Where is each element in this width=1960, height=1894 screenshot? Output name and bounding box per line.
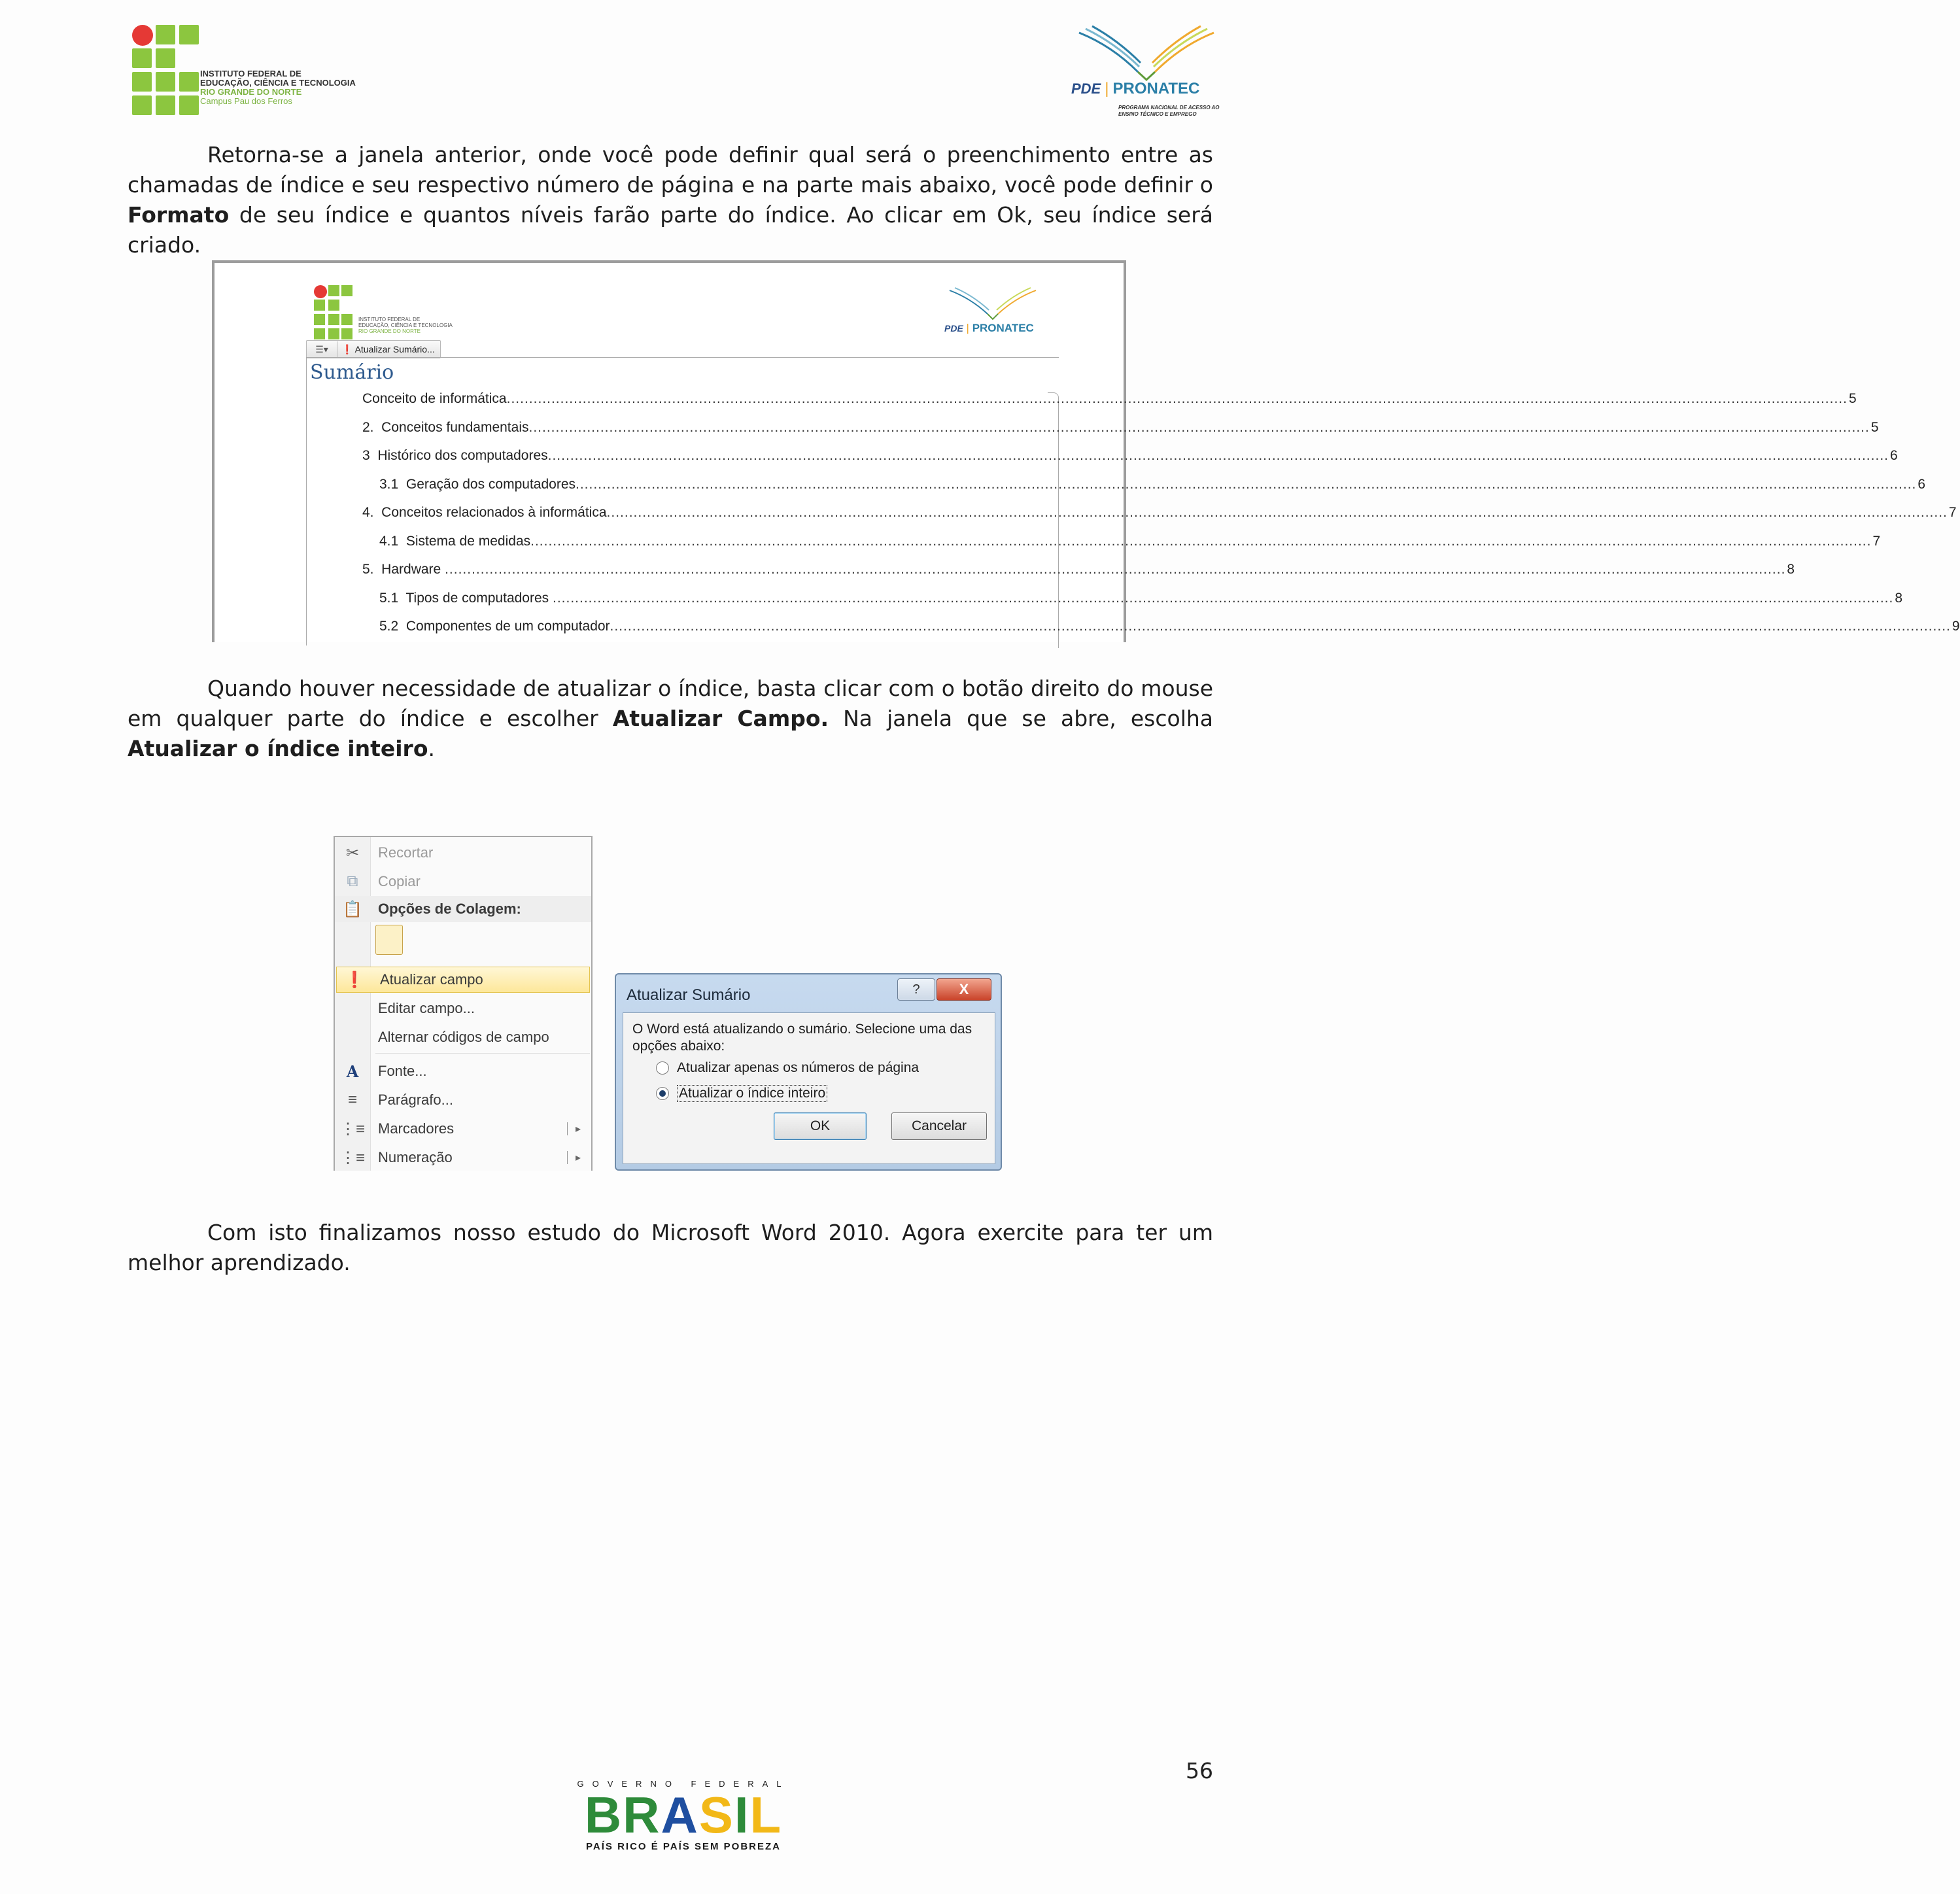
logo-square (132, 72, 152, 92)
pronatec-logo-label: PDE | PRONATEC (1071, 80, 1200, 97)
ifrn-logo-text (200, 69, 356, 106)
toc-entry[interactable] (379, 476, 1926, 492)
menu-label: Parágrafo... (378, 1092, 453, 1108)
mini-ifrn-line: INSTITUTO FEDERAL DE (358, 317, 421, 322)
mini-ifrn-line: RIO GRANDE DO NORTE (358, 328, 421, 334)
toc-entry[interactable] (362, 505, 1957, 521)
toc-entry-page: 8 (1787, 562, 1795, 577)
menu-item-bullets[interactable] (335, 1116, 591, 1142)
menu-separator (375, 1053, 590, 1054)
toc-entry-page: 7 (1872, 533, 1881, 549)
bold-text: Atualizar o índice inteiro (128, 736, 428, 761)
menu-item-update-field[interactable] (336, 967, 590, 993)
paragraph-3 (128, 1218, 1213, 1278)
brasil-wordmark: BRASIL (584, 1786, 783, 1844)
bold-text: Atualizar Campo. (612, 706, 829, 731)
radio-button[interactable] (656, 1061, 669, 1075)
toc-entry-text: 4.1 Sistema de medidas (379, 533, 531, 549)
ifrn-line: INSTITUTO FEDERAL DE (200, 69, 301, 78)
option-label: Atualizar o índice inteiro (677, 1085, 827, 1102)
dialog-message: O Word está atualizando o sumário. Selecione uma das opções abaixo: (632, 1022, 972, 1054)
toc-entry-text: 4. Conceitos relacionados à informática (362, 505, 607, 520)
toc-entry-text: 5.1 Tipos de computadores (379, 590, 553, 606)
text: Retorna-se a janela anterior, onde você pode definir qual será o preenchimento entre as chamadas de índice e seu respectivo número de página e na parte mais abaixo, você pode definir o (128, 142, 1213, 198)
toc-entry-page: 6 (1917, 476, 1926, 492)
bold-text: Formato (128, 202, 230, 228)
text: de seu índice e quantos níveis farão parte do índice. Ao clicar em Ok, seu índice será criado. (128, 202, 1213, 258)
cancel-button[interactable]: Cancelar (891, 1112, 987, 1140)
clipboard-icon: 📋 (343, 900, 362, 918)
toc-screenshot (212, 260, 1960, 642)
pde-label: PDE (1071, 80, 1101, 97)
logo-square (156, 95, 175, 115)
dialog-title: Atualizar Sumário (627, 986, 751, 1004)
dialog-title-buttons (897, 978, 991, 1001)
ifrn-logo (132, 25, 200, 115)
logo-square (179, 95, 199, 115)
toc-entry-text: 2. Conceitos fundamentais (362, 419, 529, 435)
toc-leader-dots: ............................................................................................................................................................................................................................................................................................................ (553, 590, 1894, 606)
menu-heading-label: Opções de Colagem: (378, 901, 521, 917)
numbering-icon: ⋮≡ (339, 1148, 365, 1167)
logo-square (156, 72, 175, 92)
toc-leader-dots: ............................................................................................................................................................................................................................................................................................................ (610, 619, 1951, 634)
toc-leader-dots: ............................................................................................................................................................................................................................................................................................................ (576, 476, 1917, 492)
pronatec-sub-line: PROGRAMA NACIONAL DE ACESSO AO (1118, 105, 1220, 111)
dialog-body (623, 1012, 995, 1164)
toc-entry-page: 5 (1848, 391, 1857, 406)
menu-item-paragraph[interactable] (335, 1087, 591, 1113)
logo-square (132, 95, 152, 115)
menu-item-copy[interactable] (335, 869, 591, 895)
mini-pde-label: PDE (944, 323, 963, 334)
menu-heading-paste-options (335, 896, 591, 922)
ifrn-line: EDUCAÇÃO, CIÊNCIA E TECNOLOGIA (200, 78, 356, 88)
mini-ifrn-line: EDUCAÇÃO, CIÊNCIA E TECNOLOGIA (358, 322, 453, 328)
bullets-icon: ⋮≡ (339, 1120, 365, 1138)
logo-square (179, 25, 199, 44)
toc-entry[interactable] (379, 619, 1960, 634)
toc-entry[interactable] (362, 448, 1898, 464)
toc-entry-page: 5 (1870, 419, 1879, 435)
menu-label: Atualizar campo (380, 971, 483, 988)
menu-label: Alternar códigos de campo (378, 1029, 549, 1045)
update-field-icon: ❗ (345, 971, 364, 989)
option-label: Atualizar apenas os números de página (677, 1060, 920, 1075)
toc-entry-page: 7 (1948, 505, 1957, 520)
gov-slogan: PAÍS RICO É PAÍS SEM POBREZA (586, 1841, 781, 1852)
toc-menu-dropdown[interactable]: ☰▾ (307, 341, 337, 357)
pronatec-name: PRONATEC (1112, 80, 1200, 97)
logo-square (156, 25, 175, 44)
ok-button[interactable]: OK (774, 1112, 867, 1140)
toc-entry-text: Conceito de informática (362, 391, 507, 406)
toc-entry[interactable] (362, 419, 1879, 436)
mini-pronatec-name: PRONATEC (972, 322, 1034, 334)
toc-title: Sumário (310, 361, 394, 384)
toc-entry-text: 5. Hardware (362, 562, 445, 577)
menu-label: Numeração (378, 1149, 453, 1165)
menu-item-numbering[interactable] (335, 1145, 591, 1171)
menu-label: Recortar (378, 844, 434, 861)
paragraph-1 (128, 140, 1213, 260)
update-toc-dialog (615, 973, 1002, 1171)
toc-leader-dots: ............................................................................................................................................................................................................................................................................................................ (530, 533, 1872, 549)
toc-entry[interactable] (379, 590, 1903, 606)
toc-leader-dots: ............................................................................................................................................................................................................................................................................................................ (506, 391, 1848, 406)
help-button[interactable]: ? (897, 978, 935, 1001)
text: Com isto finalizamos nosso estudo do Microsoft Word 2010. Agora exercite para ter um melhor aprendizado. (128, 1220, 1213, 1275)
mini-pronatec-label: PDE | PRONATEC (944, 322, 1034, 334)
context-menu (334, 836, 593, 1171)
menu-label: Copiar (378, 873, 421, 889)
ifrn-line: RIO GRANDE DO NORTE (200, 87, 302, 97)
ifrn-logo-dot (132, 25, 153, 46)
text: Quando houver necessidade de atualizar o índice, basta clicar com o botão direito do mouse em qualquer parte do índice e escolher (128, 676, 1213, 731)
submenu-arrow-icon[interactable]: ▸ (567, 1151, 581, 1164)
toc-entry[interactable] (362, 562, 1795, 577)
menu-label: Fonte... (378, 1063, 427, 1079)
paragraph-2 (128, 674, 1213, 764)
gov-top-text: GOVERNO FEDERAL (577, 1779, 790, 1789)
toc-entry-page: 9 (1951, 619, 1960, 634)
logo-square (156, 48, 175, 68)
toc-entry[interactable] (362, 391, 1857, 407)
menu-label: Marcadores (378, 1120, 455, 1137)
submenu-arrow-icon[interactable]: ▸ (567, 1122, 581, 1135)
toc-entry-page: 8 (1895, 590, 1903, 606)
update-icon: ❗ (341, 343, 353, 354)
update-toc-label: Atualizar Sumário... (354, 343, 435, 354)
toc-leader-dots: ............................................................................................................................................................................................................................................................................................................ (606, 505, 1948, 520)
pronatec-sub-line: ENSINO TÉCNICO E EMPREGO (1118, 111, 1197, 117)
ifrn-line: Campus Pau dos Ferros (200, 96, 292, 106)
paste-keep-text-icon[interactable] (375, 925, 403, 955)
pronatec-subtitle (1118, 105, 1220, 118)
page-number: 56 (1186, 1758, 1213, 1783)
governo-federal-logo (576, 1779, 791, 1852)
option-entire-table[interactable] (656, 1085, 827, 1102)
font-icon: A (346, 1061, 359, 1081)
toc-leader-dots: ............................................................................................................................................................................................................................................................................................................ (547, 448, 1889, 463)
menu-item-edit-field[interactable] (335, 995, 591, 1022)
close-button[interactable]: X (937, 978, 991, 1001)
menu-item-cut[interactable] (335, 840, 591, 866)
menu-item-font[interactable] (335, 1058, 591, 1084)
toc-entry-text: 3.1 Geração dos computadores (379, 476, 576, 492)
option-page-numbers-only[interactable] (656, 1060, 919, 1076)
toc-leader-dots: ............................................................................................................................................................................................................................................................................................................ (445, 562, 1786, 577)
scissors-icon: ✂ (345, 844, 360, 862)
toc-entry-page: 6 (1889, 448, 1898, 463)
text: . (428, 736, 435, 761)
toc-entry[interactable] (379, 533, 1881, 549)
logo-square (132, 48, 152, 68)
toc-entry-text: 3 Histórico dos computadores (362, 448, 548, 463)
logo-square (179, 72, 199, 92)
paragraph-icon: ≡ (347, 1091, 357, 1109)
copy-icon: ⧉ (347, 872, 358, 890)
toc-leader-dots: ............................................................................................................................................................................................................................................................................................................ (528, 419, 1870, 435)
menu-item-toggle-field-codes[interactable] (335, 1024, 591, 1050)
radio-button-selected[interactable] (656, 1087, 669, 1100)
text: Na janela que se abre, escolha (829, 706, 1214, 731)
toc-entry-text: 5.2 Componentes de um computador (379, 619, 610, 634)
menu-label: Editar campo... (378, 1000, 475, 1016)
toc-entries (215, 263, 1960, 642)
